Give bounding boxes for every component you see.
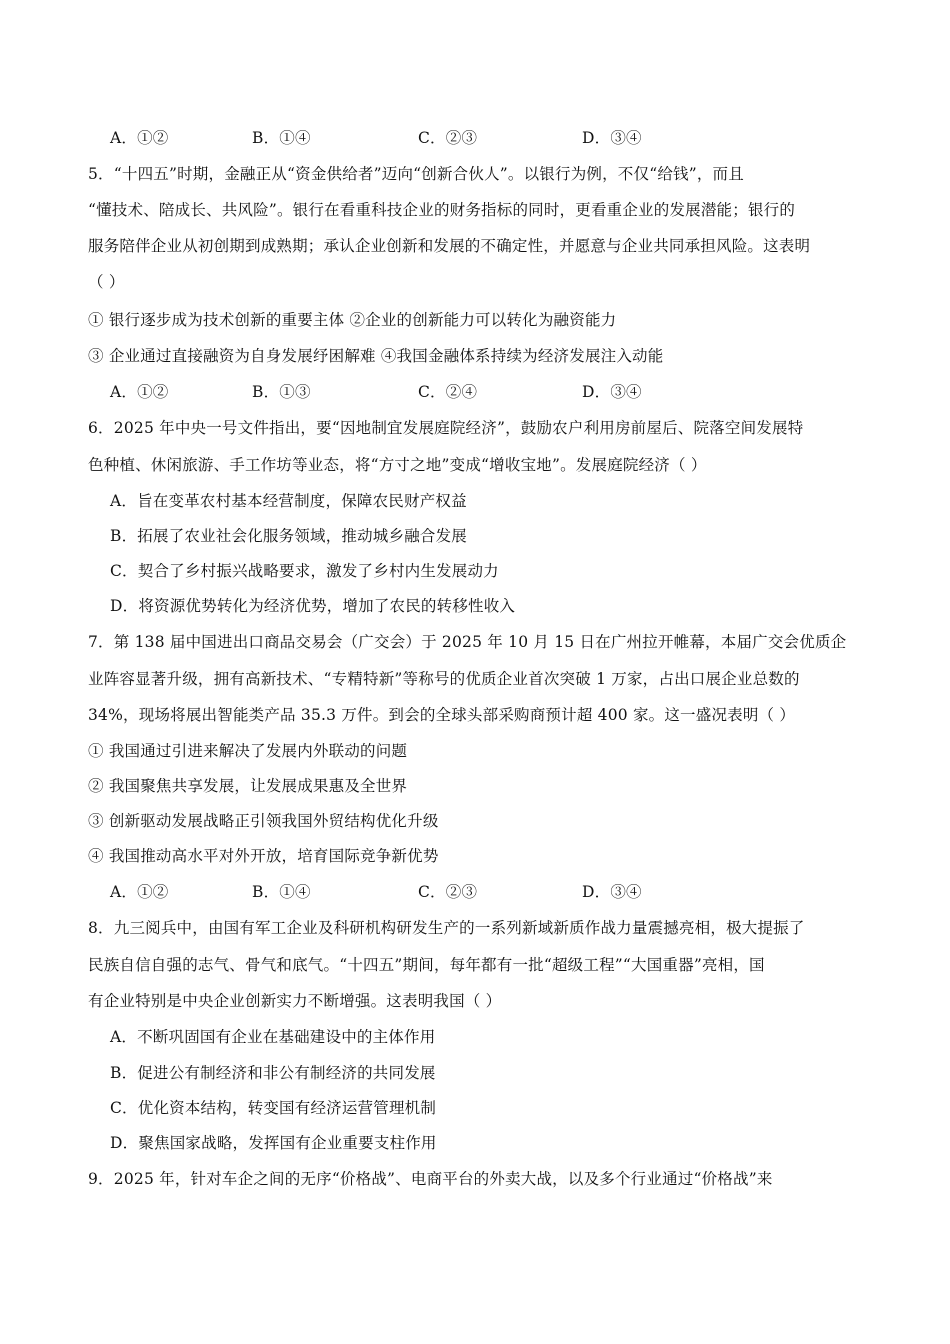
q4-option-a[interactable]: A．①② [110,129,169,147]
q7-statement-3: ③ 创新驱动发展战略正引领我国外贸结构优化升级 [88,812,439,830]
q6-option-c[interactable]: C．契合了乡村振兴战略要求，激发了乡村内生发展动力 [110,562,499,580]
q7-statement-4: ④ 我国推动高水平对外开放，培育国际竞争新优势 [88,847,439,865]
q8-stem-line-3: 有企业特别是中央企业创新实力不断增强。这表明我国（ ） [88,992,502,1010]
q8-option-a[interactable]: A．不断巩固国有企业在基础建设中的主体作用 [110,1028,436,1046]
q4-option-b[interactable]: B．①④ [252,129,311,147]
q5-option-c[interactable]: C．②④ [418,383,478,401]
q8-option-b[interactable]: B．促进公有制经济和非公有制经济的共同发展 [110,1064,436,1082]
q6-stem-line-2: 色种植、休闲旅游、手工作坊等业态，将“方寸之地”变成“增收宝地”。发展庭院经济（ ） [88,456,707,474]
q7-option-c[interactable]: C．②③ [418,883,478,901]
q6-option-d[interactable]: D．将资源优势转化为经济优势，增加了农民的转移性收入 [110,597,516,615]
q7-stem-line-2: 业阵容显著升级，拥有高新技术、“专精特新”等称号的优质企业首次突破 1 万家，占出口展企业总数的 [88,670,800,688]
q5-option-d[interactable]: D．③④ [582,383,642,401]
q7-option-d[interactable]: D．③④ [582,883,642,901]
q7-option-b[interactable]: B．①④ [252,883,311,901]
q6-stem-line-1: 6．2025 年中央一号文件指出，要“因地制宜发展庭院经济”，鼓励农户利用房前屋后、院落空间发展特 [88,419,804,437]
q5-stem-line-1: 5．“十四五”时期，金融正从“资金供给者”迈向“创新合伙人”。以银行为例，不仅“给钱”，而且 [88,165,744,183]
q7-stem-line-3: 34%，现场将展出智能类产品 35.3 万件。到会的全球头部采购商预计超 400 家。这一盛况表明（ ） [88,706,796,724]
q5-answer-blank: （ ） [88,273,125,291]
q7-statement-2: ② 我国聚焦共享发展，让发展成果惠及全世界 [88,777,408,795]
q5-stem-line-2: “懂技术、陪成长、共风险”。银行在看重科技企业的财务指标的同时，更看重企业的发展潜能；银行的 [88,201,796,219]
q5-option-a[interactable]: A．①② [110,383,169,401]
q7-statement-1: ① 我国通过引进来解决了发展内外联动的问题 [88,742,408,760]
q8-option-d[interactable]: D．聚焦国家战略，发挥国有企业重要支柱作用 [110,1134,437,1152]
q5-option-b[interactable]: B．①③ [252,383,311,401]
q8-stem-line-2: 民族自信自强的志气、骨气和底气。“十四五”期间，每年都有一批“超级工程”“大国重器”亮相，国 [88,956,765,974]
q7-stem-line-1: 7．第 138 届中国进出口商品交易会（广交会）于 2025 年 10 月 15 日在广州拉开帷幕，本届广交会优质企 [88,633,847,651]
q8-stem-line-1: 8．九三阅兵中，由国有军工企业及科研机构研发生产的一系列新域新质作战力量震撼亮相，极大提振了 [88,919,805,937]
q9-stem-line-1: 9．2025 年，针对车企之间的无序“价格战”、电商平台的外卖大战，以及多个行业通过“价格战”来 [88,1170,773,1188]
q6-option-a[interactable]: A．旨在变革农村基本经营制度，保障农民财产权益 [110,492,467,510]
q5-statements-line-2: ③ 企业通过直接融资为自身发展纾困解难 ④我国金融体系持续为经济发展注入动能 [88,347,664,365]
q5-statements-line-1: ① 银行逐步成为技术创新的重要主体 ②企业的创新能力可以转化为融资能力 [88,311,617,329]
q4-option-d[interactable]: D．③④ [582,129,642,147]
q5-stem-line-3: 服务陪伴企业从初创期到成熟期；承认企业创新和发展的不确定性，并愿意与企业共同承担风险。这表明 [88,237,811,255]
q6-option-b[interactable]: B．拓展了农业社会化服务领域，推动城乡融合发展 [110,527,467,545]
q8-option-c[interactable]: C．优化资本结构，转变国有经济运营管理机制 [110,1099,437,1117]
q4-option-c[interactable]: C．②③ [418,129,478,147]
q7-option-a[interactable]: A．①② [110,883,169,901]
